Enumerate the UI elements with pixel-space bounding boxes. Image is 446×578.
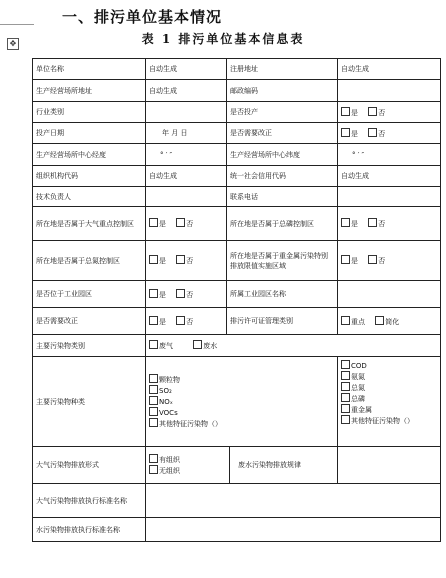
table-row bbox=[33, 123, 441, 144]
option-label: NOₓ bbox=[159, 398, 173, 406]
checkbox-icon[interactable] bbox=[341, 371, 350, 380]
discharge-organized[interactable] bbox=[149, 454, 229, 465]
option-label: 废气 bbox=[159, 342, 173, 350]
category-wastewater[interactable] bbox=[193, 340, 217, 351]
label-technical-lead: 技术负责人 bbox=[33, 187, 146, 207]
label-industrial-park: 是否位于工业园区 bbox=[33, 281, 146, 308]
industrial-park-no[interactable] bbox=[176, 289, 193, 300]
checkbox-icon[interactable] bbox=[149, 385, 158, 394]
checkbox-icon[interactable] bbox=[149, 396, 158, 405]
air-zone-no[interactable] bbox=[176, 218, 193, 229]
option-label: 否 bbox=[378, 220, 386, 228]
option-label: 是 bbox=[351, 257, 358, 265]
table-row bbox=[33, 59, 441, 80]
option-label: 是 bbox=[159, 317, 166, 326]
option-label: 其他特征污染物（） bbox=[159, 420, 222, 428]
checkbox-icon[interactable] bbox=[341, 107, 350, 116]
in-production-options bbox=[338, 102, 441, 123]
label-air-discharge-form: 大气污染物排放形式 bbox=[33, 447, 146, 484]
air-pollutant-option[interactable] bbox=[149, 418, 334, 429]
phosphorus-control-zone-options bbox=[338, 207, 441, 241]
label-org-code: 组织机构代码 bbox=[33, 166, 146, 187]
title-divider bbox=[0, 24, 34, 25]
table-row bbox=[33, 187, 441, 207]
heavy-metal-zone-no[interactable] bbox=[368, 255, 385, 266]
label-wastewater-discharge-pattern: 废水污染物排放规律 bbox=[238, 461, 301, 469]
checkbox-icon[interactable] bbox=[341, 316, 350, 325]
option-label: 氨氮 bbox=[351, 373, 365, 381]
checkbox-icon[interactable] bbox=[149, 418, 158, 427]
label-permit-management-class: 排污许可证管理类别 bbox=[227, 308, 338, 335]
option-label: 否 bbox=[378, 257, 386, 265]
option-label: COD bbox=[351, 362, 367, 370]
needs-correction-no[interactable] bbox=[368, 128, 385, 139]
option-label: 重金属 bbox=[351, 406, 372, 414]
label-unit-name: 单位名称 bbox=[33, 59, 146, 80]
checkbox-icon[interactable] bbox=[149, 255, 158, 264]
water-pollutant-option[interactable] bbox=[341, 382, 437, 393]
needs-correction-options bbox=[338, 123, 441, 144]
value-registered-address[interactable]: 自动生成 bbox=[338, 59, 441, 80]
option-label: 否 bbox=[186, 220, 194, 228]
label-registered-address: 注册地址 bbox=[227, 59, 338, 80]
nitrogen-zone-no[interactable] bbox=[176, 255, 193, 266]
air-zone-yes[interactable] bbox=[149, 218, 166, 229]
label-industry-category: 行业类别 bbox=[33, 102, 146, 123]
option-label: 否 bbox=[378, 108, 386, 117]
value-center-longitude[interactable]: ° ′ ″ bbox=[146, 144, 227, 166]
table-row bbox=[33, 102, 441, 123]
air-key-control-zone-options bbox=[146, 207, 227, 241]
option-label: 无组织 bbox=[159, 467, 180, 475]
label-water-emission-standard: 水污染物排放执行标准名称 bbox=[33, 518, 146, 542]
label-in-production: 是否投产 bbox=[227, 102, 338, 123]
option-label: 否 bbox=[186, 257, 194, 265]
option-label: 废水 bbox=[203, 342, 218, 350]
table-row bbox=[33, 281, 441, 308]
value-production-date[interactable]: 年 月 日 bbox=[146, 123, 227, 144]
phosphorus-zone-yes[interactable] bbox=[341, 218, 358, 229]
label-phone: 联系电话 bbox=[227, 187, 338, 207]
air-discharge-form-options bbox=[146, 447, 230, 483]
checkbox-icon[interactable] bbox=[149, 218, 158, 227]
label-main-pollutant-types: 主要污染物种类 bbox=[33, 357, 146, 447]
phosphorus-zone-no[interactable] bbox=[368, 218, 385, 229]
checkbox-icon[interactable] bbox=[176, 255, 185, 264]
checkbox-icon[interactable] bbox=[193, 340, 202, 349]
nitrogen-control-zone-options bbox=[146, 241, 227, 281]
section-title: 一、排污单位基本情况 bbox=[62, 8, 223, 26]
discharge-unorganized[interactable] bbox=[149, 465, 229, 476]
value-wastewater-discharge-pattern[interactable] bbox=[338, 447, 441, 484]
option-label: 否 bbox=[186, 290, 194, 299]
value-industry-category[interactable] bbox=[146, 102, 227, 123]
label-center-longitude: 生产经营场所中心经度 bbox=[33, 144, 146, 166]
in-production-yes[interactable] bbox=[341, 107, 358, 118]
move-anchor-icon[interactable]: ✥ bbox=[7, 38, 19, 50]
label-phosphorus-control-zone: 所在地是否属于总磷控制区 bbox=[227, 207, 338, 241]
option-label: 是 bbox=[159, 257, 166, 265]
label-air-key-control-zone: 所在地是否属于大气重点控制区 bbox=[33, 207, 146, 241]
table-title: 表 1 排污单位基本信息表 bbox=[141, 32, 305, 46]
checkbox-icon[interactable] bbox=[149, 454, 158, 463]
table-row bbox=[33, 518, 441, 542]
option-label: 否 bbox=[378, 129, 386, 138]
air-pollutant-option[interactable] bbox=[149, 385, 334, 396]
air-pollutant-options bbox=[146, 357, 338, 447]
label-park-name: 所属工业园区名称 bbox=[227, 281, 338, 308]
water-pollutant-option[interactable] bbox=[341, 415, 437, 426]
table-row bbox=[33, 484, 441, 518]
category-exhaust-gas[interactable] bbox=[149, 340, 173, 351]
checkbox-icon[interactable] bbox=[341, 128, 350, 137]
checkbox-icon[interactable] bbox=[176, 218, 185, 227]
option-label: 其他特征污染物（） bbox=[351, 417, 414, 425]
value-credit-code[interactable]: 自动生成 bbox=[338, 166, 441, 187]
option-label: 是 bbox=[351, 108, 358, 117]
checkbox-icon[interactable] bbox=[341, 255, 350, 264]
table-row bbox=[33, 144, 441, 166]
pollutant-unit-info-table bbox=[32, 58, 441, 542]
checkbox-icon[interactable] bbox=[149, 374, 158, 383]
checkbox-icon[interactable] bbox=[149, 465, 158, 474]
checkbox-icon[interactable] bbox=[368, 255, 377, 264]
checkbox-icon[interactable] bbox=[368, 107, 377, 116]
option-label: 简化 bbox=[385, 317, 400, 326]
option-label: 是 bbox=[159, 220, 166, 228]
checkbox-icon[interactable] bbox=[149, 407, 158, 416]
checkbox-icon[interactable] bbox=[341, 393, 350, 402]
rectification-options bbox=[146, 308, 227, 335]
label-heavy-metal-zone: 所在地是否属于重金属污染特别排放限值实施区域 bbox=[227, 241, 338, 281]
table-row bbox=[33, 80, 441, 102]
label-nitrogen-control-zone: 所在地是否属于总氮控制区 bbox=[33, 241, 146, 281]
label-credit-code: 统一社会信用代码 bbox=[227, 166, 338, 187]
option-label: 有组织 bbox=[159, 456, 180, 464]
value-postal-code[interactable] bbox=[338, 80, 441, 102]
table-row bbox=[33, 447, 441, 484]
table-row bbox=[33, 241, 441, 281]
checkbox-icon[interactable] bbox=[149, 340, 158, 349]
label-air-emission-standard: 大气污染物排放执行标准名称 bbox=[33, 484, 146, 518]
option-label: 是 bbox=[351, 129, 358, 138]
in-production-no[interactable] bbox=[368, 107, 385, 118]
checkbox-icon[interactable] bbox=[149, 316, 158, 325]
checkbox-icon[interactable] bbox=[341, 404, 350, 413]
option-label: 否 bbox=[186, 317, 194, 326]
label-postal-code: 邮政编码 bbox=[227, 80, 338, 102]
industrial-park-options bbox=[146, 281, 227, 308]
option-label: 颗粒物 bbox=[159, 376, 180, 384]
water-pollutant-option[interactable] bbox=[341, 360, 437, 371]
checkbox-icon[interactable] bbox=[375, 316, 384, 325]
checkbox-icon[interactable] bbox=[368, 218, 377, 227]
option-label: VOCs bbox=[159, 409, 178, 417]
rectification-yes[interactable] bbox=[149, 316, 166, 327]
air-pollutant-option[interactable] bbox=[149, 407, 334, 418]
checkbox-icon[interactable] bbox=[149, 289, 158, 298]
label-center-latitude: 生产经营场所中心纬度 bbox=[227, 144, 338, 166]
checkbox-icon[interactable] bbox=[341, 218, 350, 227]
value-technical-lead[interactable] bbox=[146, 187, 227, 207]
table-row bbox=[33, 207, 441, 241]
permit-class-simplified[interactable] bbox=[375, 316, 399, 327]
checkbox-icon[interactable] bbox=[341, 360, 350, 369]
option-label: SO₂ bbox=[159, 387, 172, 395]
rectification-no[interactable] bbox=[176, 316, 193, 327]
table-row bbox=[33, 357, 441, 447]
label-needs-rectification: 是否需要改正 bbox=[33, 308, 146, 335]
water-pollutant-options bbox=[338, 357, 441, 447]
nitrogen-zone-yes[interactable] bbox=[149, 255, 166, 266]
checkbox-icon[interactable] bbox=[368, 128, 377, 137]
air-pollutant-option[interactable] bbox=[149, 396, 334, 407]
value-unit-name[interactable]: 自动生成 bbox=[146, 59, 227, 80]
option-label: 总磷 bbox=[351, 395, 365, 403]
permit-class-options bbox=[338, 308, 441, 335]
label-site-address: 生产经营场所地址 bbox=[33, 80, 146, 102]
checkbox-icon[interactable] bbox=[176, 316, 185, 325]
option-label: 重点 bbox=[351, 317, 365, 326]
checkbox-icon[interactable] bbox=[341, 382, 350, 391]
water-pollutant-option[interactable] bbox=[341, 404, 437, 415]
heavy-metal-zone-options bbox=[338, 241, 441, 281]
value-air-emission-standard[interactable] bbox=[146, 484, 441, 518]
option-label: 是 bbox=[159, 290, 166, 299]
table-row bbox=[33, 166, 441, 187]
pollutant-category-options bbox=[146, 335, 441, 357]
label-needs-correction: 是否需要改正 bbox=[227, 123, 338, 144]
checkbox-icon[interactable] bbox=[341, 415, 350, 424]
label-production-date: 投产日期 bbox=[33, 123, 146, 144]
table-row bbox=[33, 335, 441, 357]
water-pollutant-option[interactable] bbox=[341, 393, 437, 404]
value-site-address[interactable]: 自动生成 bbox=[146, 80, 227, 102]
value-org-code[interactable]: 自动生成 bbox=[146, 166, 227, 187]
checkbox-icon[interactable] bbox=[176, 289, 185, 298]
air-pollutant-option[interactable] bbox=[149, 374, 334, 385]
value-center-latitude[interactable]: ° ′ ″ bbox=[338, 144, 441, 166]
industrial-park-yes[interactable] bbox=[149, 289, 166, 300]
value-phone[interactable] bbox=[338, 187, 441, 207]
option-label: 总氮 bbox=[351, 384, 365, 392]
heavy-metal-zone-yes[interactable] bbox=[341, 255, 358, 266]
label-main-pollutant-category: 主要污染物类别 bbox=[33, 335, 146, 357]
permit-class-key[interactable] bbox=[341, 316, 365, 327]
value-water-emission-standard[interactable] bbox=[146, 518, 441, 542]
water-pollutant-option[interactable] bbox=[341, 371, 437, 382]
option-label: 是 bbox=[351, 220, 358, 228]
needs-correction-yes[interactable] bbox=[341, 128, 358, 139]
value-park-name[interactable] bbox=[338, 281, 441, 308]
air-discharge-form-cell bbox=[146, 447, 338, 484]
table-row bbox=[33, 308, 441, 335]
